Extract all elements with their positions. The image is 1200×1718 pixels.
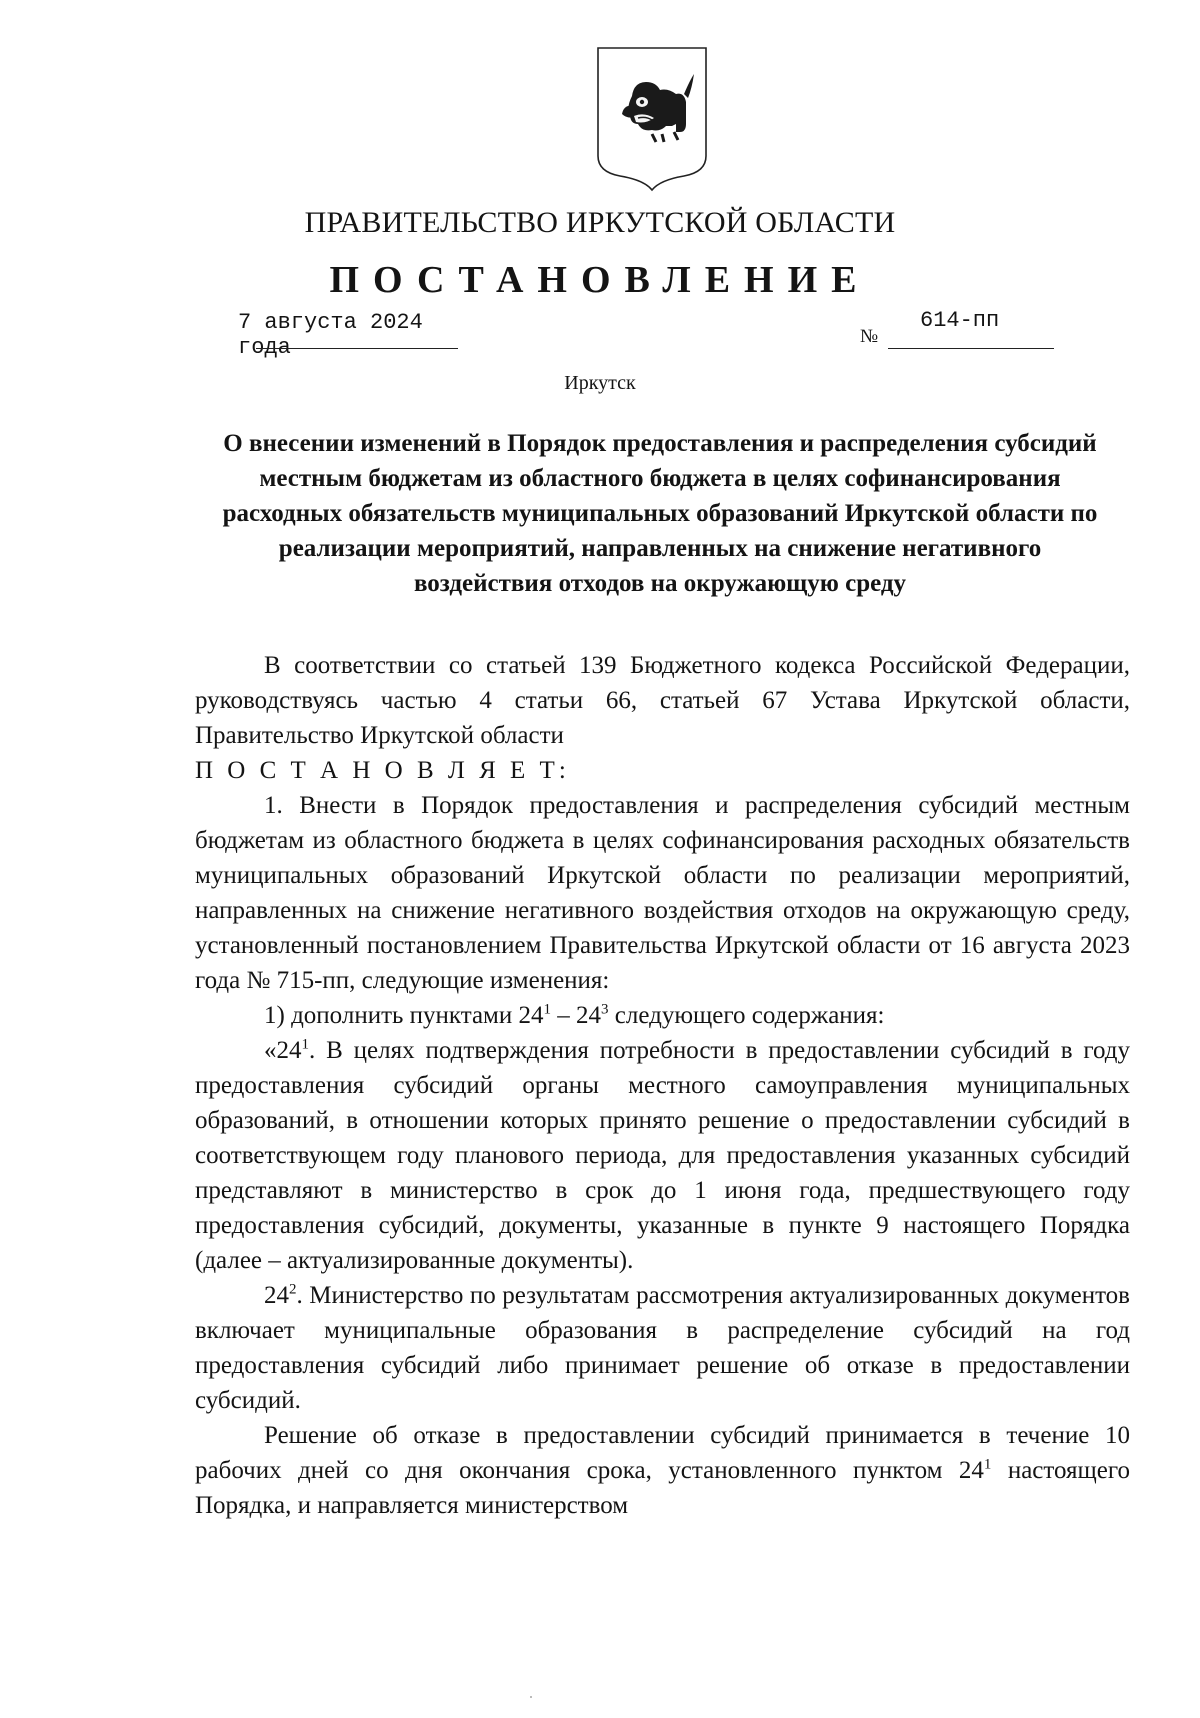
subitem-1-dash: – 24 [551, 1002, 602, 1029]
superscript: 3 [601, 1001, 609, 1018]
date-underline [256, 348, 458, 349]
point-24-2-prefix: 24 [264, 1282, 289, 1309]
point-24-1-text: . В целях подтверждения потребности в предоставлении субсидий в году предоставления субсидий органы местного самоуправления муниципальных образований, в отношении которых принято решение о предоставлении субсидий в соответствующем году планового периода, для предоставления указанных субсидий представляют в министерство в срок до 1 июня года, предшествующего году предоставления субсидий, документы, указанные в пункте 9 настоящего Порядка (далее – актуализированные документы). [195, 1037, 1130, 1274]
point-24-2-text: . Министерство по результатам рассмотрения актуализированных документов включает муниципальные образования в распределение субсидий на год предоставления субсидий либо принимает решение об отказе в предоставлении субсидий. [195, 1282, 1130, 1414]
refusal-suffix: настоящего Порядка, и направляется министерством [195, 1457, 1130, 1519]
refusal-paragraph [195, 1418, 1130, 1523]
document-city: Иркутск [564, 372, 636, 394]
subitem-1-paragraph [195, 998, 1130, 1033]
subitem-1-suffix: следующего содержания: [608, 1002, 885, 1029]
superscript: 1 [983, 1456, 992, 1473]
irkutsk-coat-of-arms-icon [594, 44, 710, 194]
government-name: ПРАВИТЕЛЬСТВО ИРКУТСКОЙ ОБЛАСТИ [304, 206, 896, 239]
decree-word: П О С Т А Н О В Л Я Е Т: [195, 757, 570, 784]
document-date: 7 августа 2024 года [238, 310, 423, 360]
document-subject: О внесении изменений в Порядок предоставления и распределения субсидий местным бюджетам из областного бюджета в целях софинансирования расходных обязательств муниципальных образований Иркутской области по реализации мероприятий, направленных на снижение негативного воздействия отходов на окружающую среду [222, 430, 1098, 597]
subitem-1-prefix: 1) дополнить пунктами 24 [264, 1002, 544, 1029]
superscript: 1 [301, 1036, 309, 1053]
superscript: 1 [543, 1001, 552, 1018]
scan-speck [530, 1696, 532, 1698]
point-24-1-paragraph [195, 1033, 1130, 1278]
refusal-text: Решение об отказе в предоставлении субсидий принимается в течение 10 рабочих дней со дня окончания срока, установленного пунктом 24 [195, 1422, 1130, 1484]
document-body [195, 648, 1130, 1523]
point-24-1-prefix: «24 [264, 1037, 302, 1064]
number-sign: № [860, 326, 879, 347]
item-1-paragraph: 1. Внести в Порядок предоставления и распределения субсидий местным бюджетам из областного бюджета в целях софинансирования расходных обязательств муниципальных образований Иркутской области по реализации мероприятий, направленных на снижение негативного воздействия отходов на окружающую среду, установленный постановлением Правительства Иркутской области от 16 августа 2023 года № 715-пп, следующие изменения: [195, 792, 1130, 994]
superscript: 2 [289, 1281, 297, 1298]
document-number: 614-пп [920, 308, 1000, 333]
document-type: ПОСТАНОВЛЕНИЕ [329, 259, 871, 301]
preamble-paragraph: В соответствии со статьей 139 Бюджетного кодекса Российской Федерации, руководствуясь частью 4 статьи 66, статьей 67 Устава Иркутской области, Правительство Иркутской области [195, 652, 1130, 749]
point-24-2-paragraph [195, 1278, 1130, 1418]
number-underline [888, 348, 1054, 349]
